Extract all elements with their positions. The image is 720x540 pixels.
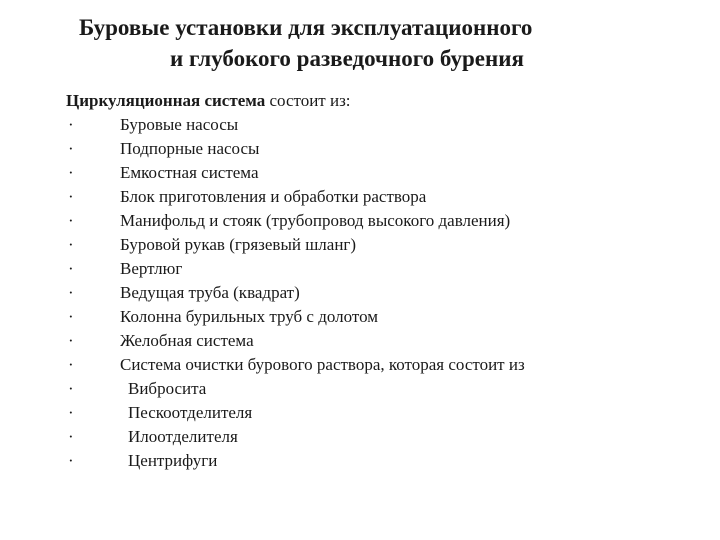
bullet-icon: ·: [68, 115, 74, 134]
list-item-text: Подпорные насосы: [120, 139, 260, 158]
slide-title-line-1: Буровые установки для эксплуатационного: [79, 15, 533, 40]
bullet-icon: ·: [68, 259, 74, 278]
list-item-text: Илоотделителя: [128, 427, 238, 446]
list-item-text: Манифольд и стояк (трубопровод высокого давления): [120, 211, 511, 230]
bullet-icon: ·: [68, 283, 74, 302]
list-item: [66, 281, 706, 305]
list-item-text: Буровой рукав (грязевый шланг): [120, 235, 357, 254]
list-item-text: Блок приготовления и обработки раствора: [120, 187, 427, 206]
sub-list-item: [66, 401, 706, 425]
bullet-icon: ·: [68, 355, 74, 374]
list-item: [66, 305, 706, 329]
bullet-icon: ·: [68, 379, 74, 398]
list-item: [66, 257, 706, 281]
bullet-icon: ·: [68, 451, 74, 470]
list-item: [66, 353, 706, 377]
intro-line: [66, 89, 706, 113]
list-item-text: Ведущая труба (квадрат): [120, 283, 300, 302]
list-item-text: Вертлюг: [120, 259, 183, 278]
sub-list-item: [66, 425, 706, 449]
slide-body: [66, 89, 706, 473]
slide-title-line-2: и глубокого разведочного бурения: [170, 46, 524, 71]
bullet-icon: ·: [68, 163, 74, 182]
list-item-text: Система очистки бурового раствора, которая состоит из: [120, 355, 525, 374]
list-item: [66, 233, 706, 257]
sub-list-item: [66, 449, 706, 473]
bullet-icon: ·: [68, 331, 74, 350]
list-item-text: Буровые насосы: [120, 115, 239, 134]
intro-term: Циркуляционная система: [66, 91, 266, 110]
bullet-icon: ·: [68, 139, 74, 158]
bullet-icon: ·: [68, 211, 74, 230]
list-item-text: Центрифуги: [128, 451, 218, 470]
bullet-icon: ·: [68, 427, 74, 446]
bullet-icon: ·: [68, 235, 74, 254]
bullet-icon: ·: [68, 403, 74, 422]
bullet-icon: ·: [68, 307, 74, 326]
list-item: [66, 137, 706, 161]
intro-rest: состоит из:: [265, 91, 351, 110]
list-item-text: Колонна бурильных труб с долотом: [120, 307, 379, 326]
sub-list-item: [66, 377, 706, 401]
component-list: [66, 113, 706, 473]
bullet-icon: ·: [68, 187, 74, 206]
list-item-text: Желобная система: [120, 331, 254, 350]
list-item: [66, 161, 706, 185]
list-item: [66, 209, 706, 233]
list-item-text: Емкостная система: [120, 163, 259, 182]
list-item-text: Вибросита: [128, 379, 207, 398]
list-item: [66, 329, 706, 353]
list-item: [66, 113, 706, 137]
list-item: [66, 185, 706, 209]
list-item-text: Пескоотделителя: [128, 403, 253, 422]
